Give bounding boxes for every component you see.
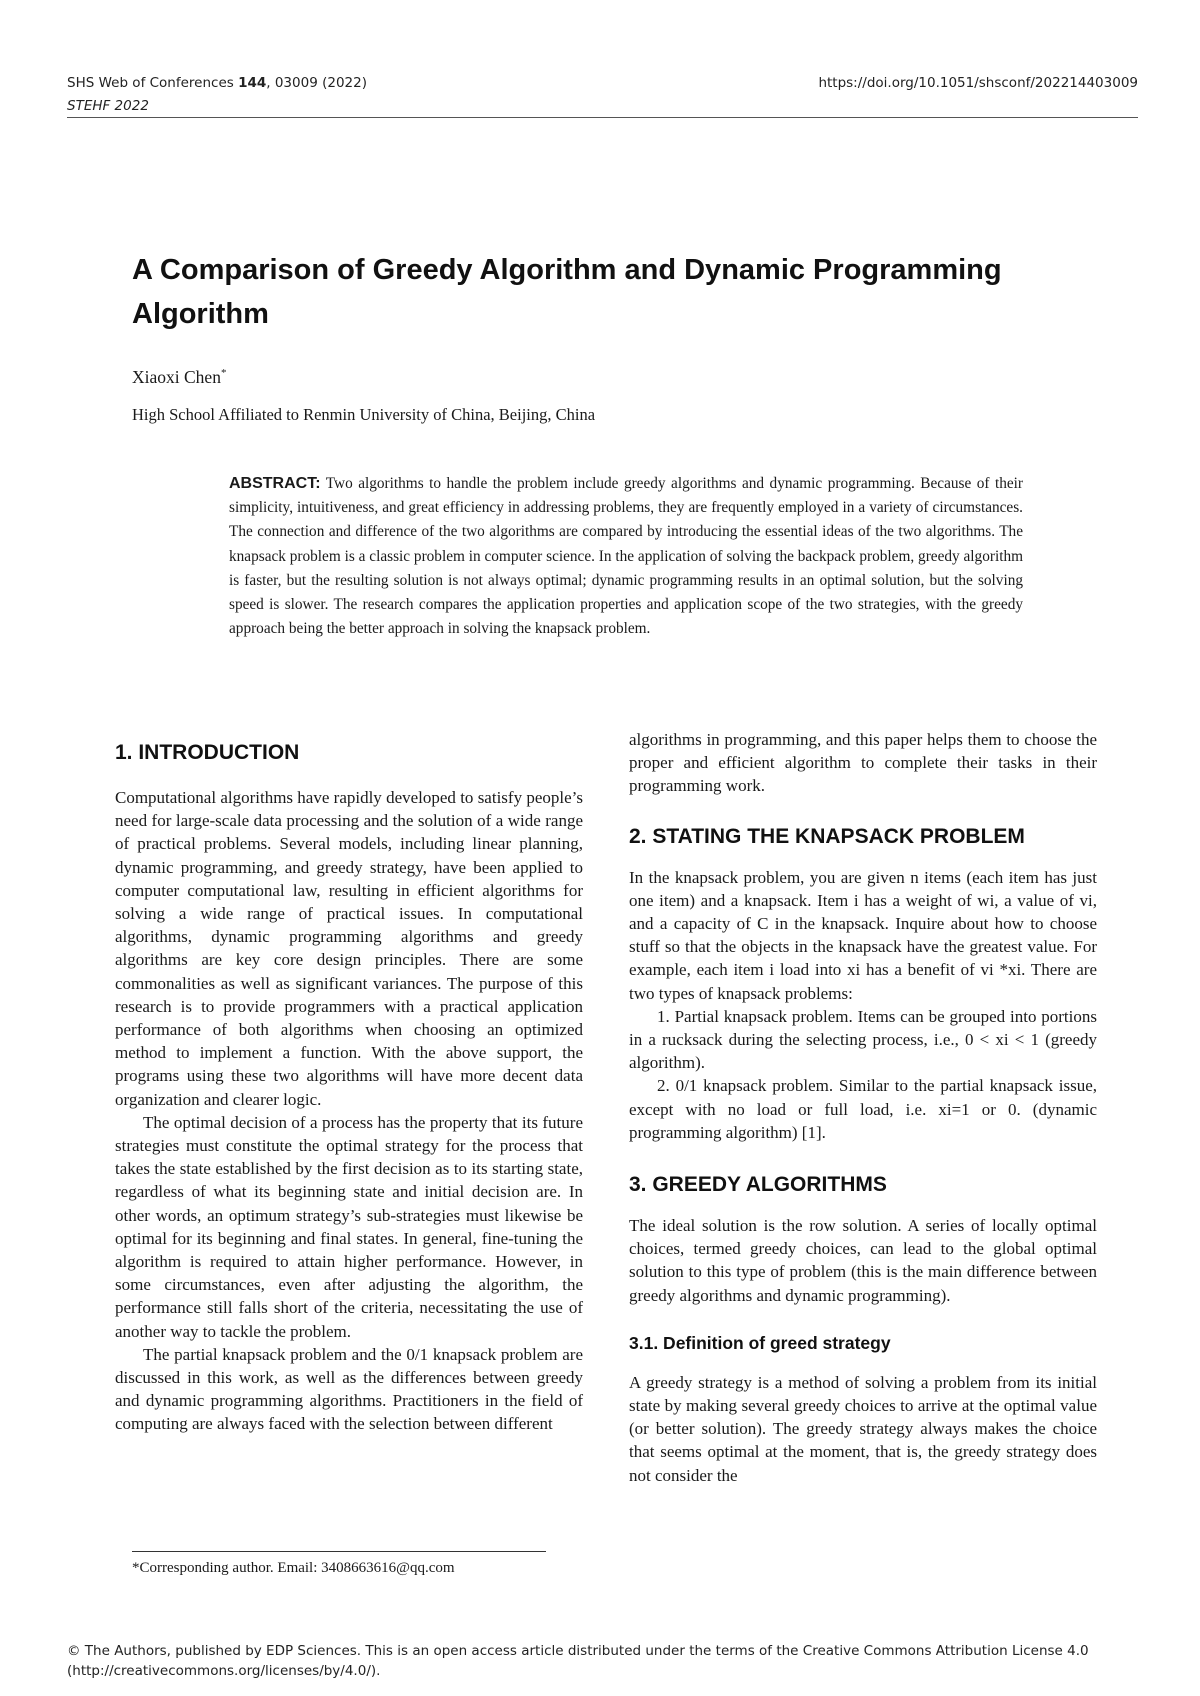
subsection-heading-definition: 3.1. Definition of greed strategy xyxy=(629,1332,891,1353)
intro-paragraph-3-continued: algorithms in programming, and this paper helps them to choose the proper and efficient algorithm to complete their tasks in their programming work. xyxy=(629,730,1097,796)
intro-paragraph-2: The optimal decision of a process has the property that its future strategies must constitute the optimal strategy for the process that takes the state established by the first decision as to its starting state, regardless of what its beginning state and initial decision are. In other words, an optimum strategy’s sub-strategies must likewise be optimal for its beginning and final states. In general, fine-tuning the algorithm is required to attain higher performance. However, in some circumstances, even after adjusting the algorithm, the performance still falls short of the criteria, necessitating the use of another way to tackle the problem. xyxy=(115,1112,583,1341)
knapsack-paragraph: In the knapsack problem, you are given n items (each item has just one item) and a knapsack. Item i has a weight of wi, a value of vi, and a capacity of C in the knapsack. Inquire about how to choose stuff so that the objects in the knapsack have the greatest value. For example, each item i load into xi has a benefit of vi *xi. There are two types of knapsack problems: xyxy=(629,867,1097,1003)
greedy-paragraph: The ideal solution is the row solution. A series of locally optimal choices, termed greedy choices, can lead to the global optimal solution to this type of problem (this is the main difference between greedy algorithms and dynamic programming). xyxy=(629,1216,1097,1305)
section-heading-knapsack: 2. STATING THE KNAPSACK PROBLEM xyxy=(629,824,1025,848)
conference-name: STEHF 2022 xyxy=(67,98,149,114)
section-heading-greedy: 3. GREEDY ALGORITHMS xyxy=(629,1173,887,1197)
knapsack-type-1: 1. Partial knapsack problem. Items can be grouped into portions in a rucksack during the selecting process, i.e., 0 < xi < 1 (greedy algorithm). xyxy=(629,1006,1097,1073)
abstract xyxy=(229,472,1023,641)
right-column xyxy=(629,728,1097,1487)
author-name: Xiaoxi Chen xyxy=(132,367,221,387)
license-notice: © The Authors, published by EDP Sciences. This is an open access article distributed under the terms of the Creative Commons Attribution License 4.0 (http://creativecommons.org/licenses/by/4.0/). xyxy=(67,1643,1089,1679)
author-line xyxy=(132,367,226,388)
header-divider xyxy=(67,117,1138,118)
knapsack-type-2: 2. 0/1 knapsack problem. Similar to the partial knapsack issue, except with no load or full load, i.e. xi=1 or 0. (dynamic programming algorithm) [1]. xyxy=(629,1076,1097,1142)
footnote-divider xyxy=(132,1551,546,1552)
journal-citation: SHS Web of Conferences 144, 03009 (2022) xyxy=(67,75,367,91)
doi-link[interactable]: https://doi.org/10.1051/shsconf/202214403009 xyxy=(818,75,1138,91)
paper-title: A Comparison of Greedy Algorithm and Dynamic Programming Algorithm xyxy=(132,254,1002,330)
running-header-left xyxy=(67,72,367,118)
footnote-corresponding-author: *Corresponding author. Email: 3408663616@qq.com xyxy=(132,1560,455,1576)
intro-paragraph-1: Computational algorithms have rapidly developed to satisfy people’s need for large-scale data processing and the solution of a wide range of practical problems. Several models, including linear planning, dynamic programming, and greedy strategy, have been applied to computer computational law, resulting in efficient algorithms for solving a wide range of practical issues. In computational algorithms, dynamic programming algorithms and greedy algorithms are key core design principles. There are some commonalities as well as significant variances. The purpose of this research is to provide programmers with a practical application performance of both algorithms when choosing an optimized method to implement a function. With the above support, the programs using these two algorithms will have more decent data organization and clearer logic. xyxy=(115,788,583,1109)
left-column xyxy=(115,740,583,1436)
journal-volume: 144 xyxy=(238,75,267,91)
abstract-text: Two algorithms to handle the problem include greedy algorithms and dynamic programming. Because of their simplicity, intuitiveness, and great efficiency in addressing problems, they are frequently employed in a variety of circumstances. The connection and difference of the two algorithms are compared by introducing the essential ideas of the two algorithms. The knapsack problem is a classic problem in computer science. In the application of solving the backpack problem, greedy algorithm is faster, but the resulting solution is not always optimal; dynamic programming results in an optimal solution, but the solving speed is slower. The research compares the application properties and application scope of the two strategies, with the greedy approach being the better approach in solving the knapsack problem. xyxy=(229,475,1023,638)
section-heading-introduction: 1. INTRODUCTION xyxy=(115,741,300,764)
affiliation: High School Affiliated to Renmin University of China, Beijing, China xyxy=(132,405,596,424)
definition-paragraph: A greedy strategy is a method of solving a problem from its initial state by making several greedy choices to arrive at the optimal value (or better solution). The greedy strategy always makes the choice that seems optimal at the moment, that is, the greedy strategy does not consider the xyxy=(629,1372,1097,1485)
intro-paragraph-3: The partial knapsack problem and the 0/1 knapsack problem are discussed in this work, as well as the differences between greedy and dynamic programming algorithms. Practitioners in the field of computing are always faced with the selection between different xyxy=(115,1344,583,1434)
abstract-label: ABSTRACT: xyxy=(229,475,321,492)
corresponding-mark: * xyxy=(220,367,227,380)
